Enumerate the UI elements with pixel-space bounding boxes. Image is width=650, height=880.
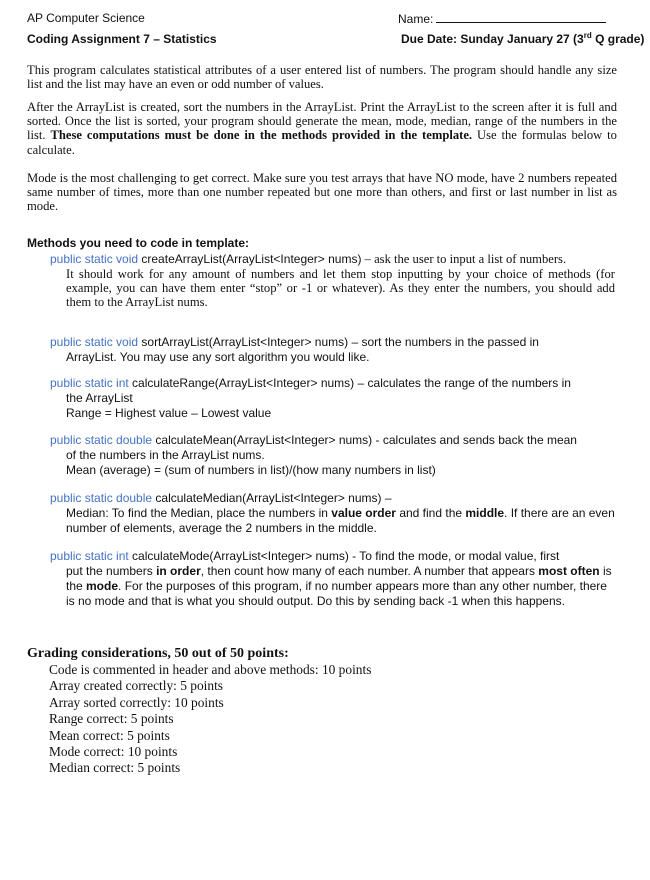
method-description-lead: - calculates and sends back the mean [372,433,577,447]
method-description: ArrayList. You may use any sort algorithm you would like. [66,350,370,364]
method-calculate-mean [50,433,615,478]
method-description: the ArrayList [66,391,133,405]
course-title: AP Computer Science [27,11,145,25]
grading-heading: Grading considerations, 50 out of 50 points: [27,646,289,661]
method-description-lead: - To find the mode, or modal value, first [348,549,560,563]
grading-item: Mean correct: 5 points [49,727,170,743]
method-signature: sortArrayList(ArrayList<Integer> nums) [141,335,349,349]
method-keyword: public static double [50,433,156,447]
intro-paragraph-2: After the ArrayList is created, sort the numbers in the ArrayList. Print the ArrayList to the screen after it is full and sorted. Once the list is sorted, your program should generate the mean, mode, median, range of the numbers in the list. These computations must be done in the methods provided in the template. Use the formulas below to calculate. [27,100,617,157]
name-field [398,11,606,27]
grading-item: Range correct: 5 points [49,711,174,727]
intro-paragraph-3: Mode is the most challenging to get correct. Make sure you test arrays that have NO mode, have 2 numbers repeated same number of times, more than one number repeated but one more than others, and first or last number in list as mode. [27,171,617,214]
method-description: Median: To find the Median, place the numbers in value order and find the middle. If there are an even number of elements, average the 2 numbers in the middle. [66,506,615,535]
method-keyword: public static void [50,252,142,266]
method-description: It should work for any amount of numbers and let them stop inputting by your choice of methods (for example, you can have them enter “stop” or -1 or whatever). As they enter the numbers, you should add them to the ArrayList nums. [66,267,615,310]
method-keyword: public static double [50,491,156,505]
name-blank-line [436,11,606,23]
method-calculate-median [50,491,615,536]
method-description-lead: – sort the numbers in the passed in [348,335,539,349]
grading-item: Code is commented in header and above methods: 10 points [49,662,372,677]
assignment-title: Coding Assignment 7 – Statistics [27,32,217,46]
method-signature: createArrayList(ArrayList<Integer> nums) [141,252,362,266]
method-sort-arraylist [50,335,615,365]
method-keyword: public static int [50,376,133,390]
range-formula: Range = Highest value – Lowest value [66,406,272,420]
grading-item: Array created correctly: 5 points [49,678,223,694]
method-calculate-mode [50,549,615,609]
method-keyword: public static void [50,335,142,349]
method-keyword: public static int [50,549,133,563]
method-description-lead: – calculates the range of the numbers in [354,376,571,390]
method-signature: calculateMedian(ArrayList<Integer> nums) [155,491,382,505]
method-create-arraylist [50,252,615,310]
method-description-lead: – ask the user to input a list of numbers. [361,252,567,266]
method-calculate-range [50,376,615,421]
grading-list [27,662,371,777]
methods-heading: Methods you need to code in template: [27,236,250,250]
method-signature: calculateMode(ArrayList<Integer> nums) [132,549,349,563]
method-description-lead: – [381,491,392,505]
grading-item: Array sorted correctly: 10 points [49,694,224,710]
name-label: Name: [398,12,434,26]
method-description: put the numbers in order, then count how many of each number. A number that appears most often is the mode. For the purposes of this program, if no number appears more than any other number, there is no mode and that is what you should output. Do this by sending back -1 when this happens. [66,564,612,608]
method-signature: calculateRange(ArrayList<Integer> nums) [132,376,355,390]
grading-item: Median correct: 5 points [49,760,181,776]
grading-section [27,645,371,777]
due-date: Due Date: Sunday January 27 (3rd Q grade) [401,31,645,46]
grading-item: Mode correct: 10 points [49,744,178,760]
intro-paragraph-1: This program calculates statistical attributes of a user entered list of numbers. The program should handle any size list and the list may have an even or odd number of values. [27,63,617,92]
method-description: of the numbers in the ArrayList nums. [66,448,265,462]
method-signature: calculateMean(ArrayList<Integer> nums) [155,433,373,447]
mean-formula: Mean (average) = (sum of numbers in list)/(how many numbers in list) [66,463,436,477]
